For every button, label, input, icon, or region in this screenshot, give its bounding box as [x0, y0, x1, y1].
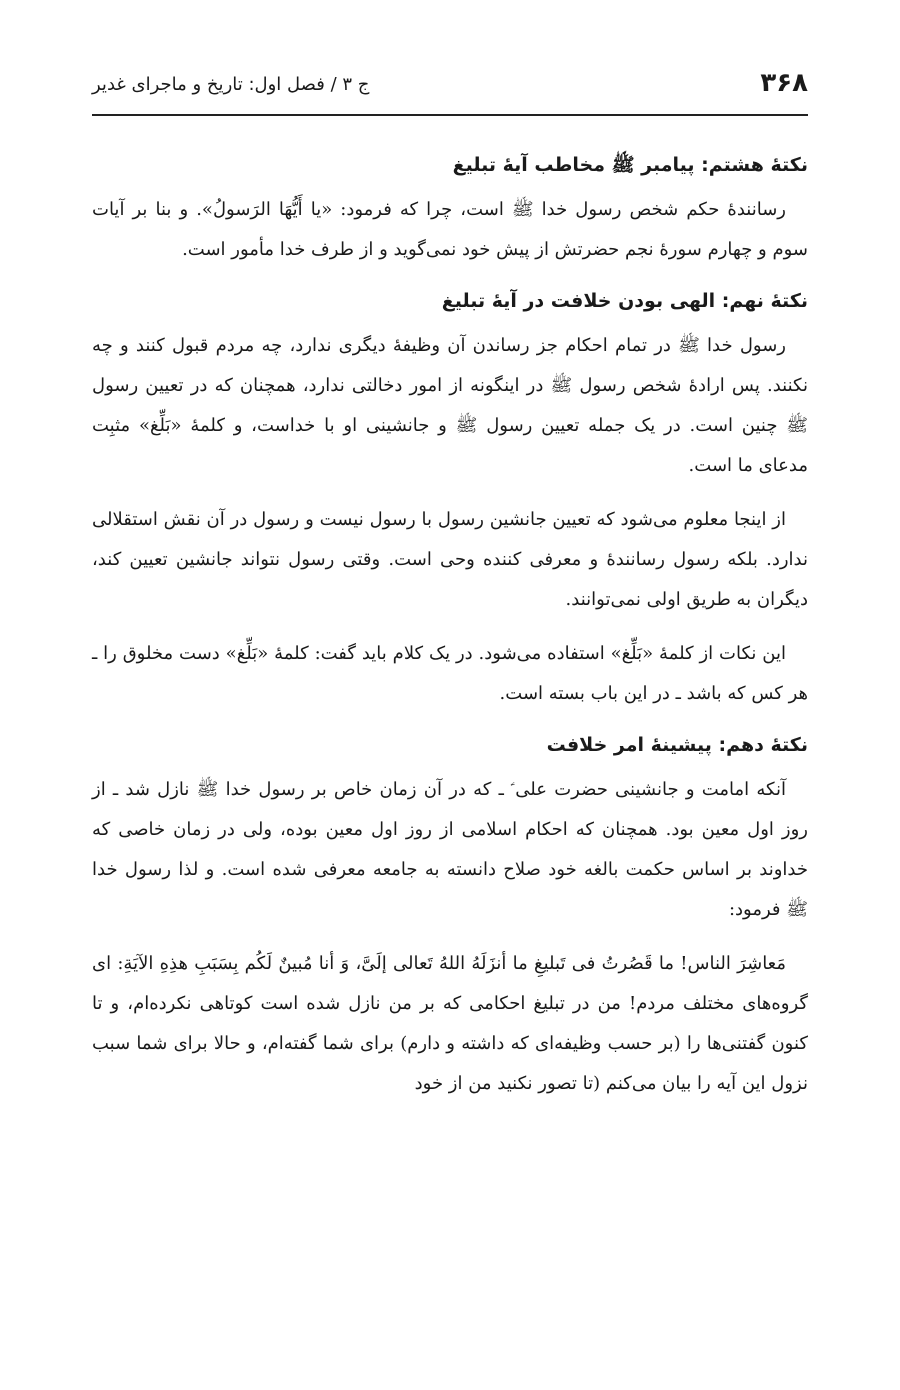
section-point-eight: [92, 148, 808, 270]
running-title: ج ۳ / فصل اول: تاریخ و ماجرای غدیر: [92, 74, 370, 95]
section-heading: نکتۀ هشتم: پیامبر ﷺ مخاطب آیۀ تبلیغ: [452, 154, 808, 176]
page-number: ۳۶۸: [760, 68, 808, 98]
section-point-nine: [92, 284, 808, 714]
paragraph: رسانندۀ حکم شخص رسول خدا ﷺ است، چرا که فرمود: «یا أَیُّهَا الرَسولُ». و بنا بر آیات سوم و چهارم سورۀ نجم حضرتش از پیش خود نمی‌گوید و از طرف خدا مأمور است.: [92, 199, 808, 260]
section-point-ten: [92, 728, 808, 1104]
paragraph: رسول خدا ﷺ در تمام احکام جز رساندن آن وظیفۀ دیگری ندارد، چه مردم قبول کنند و چه نکنند. پس ارادۀ شخص رسول ﷺ در اینگونه از امور دخالتی ندارد، همچنان که در تعیین رسول ﷺ چنین است. در یک جمله تعیین رسول ﷺ و جانشینی او با خداست، و کلمۀ «بَلِّغ» مثبِت مدعای ما است.: [92, 335, 808, 476]
paragraph: این نکات از کلمۀ «بَلِّغ» استفاده می‌شود. در یک کلام باید گفت: کلمۀ «بَلِّغ» دست مخلوق را ـ هر کس که باشد ـ در این باب بسته است.: [92, 643, 808, 704]
hadith-quote-paragraph: مَعاشِرَ الناس! ما قَصُرتُ فی تَبلیغِ ما أنزَلَهُ اللهُ تَعالی إلَیَّ، وَ أنا مُبینٌ لَکُم بِسَبَبِ هذِهِ الآیَةِ: ای گروه‌های مختلف مردم! من در تبلیغ احکامی که بر من نازل شده است کوتاهی نکرده‌ام، و تا کنون گفتنی‌ها را (بر حسب وظیفه‌ای که داشته و دارم) برای شما گفته‌ام، و حالا برای شما سبب نزول این آیه را بیان می‌کنم (تا تصور نکنید من از خود: [92, 953, 808, 1094]
section-heading: نکتۀ نهم: الهی بودن خلافت در آیۀ تبلیغ: [441, 290, 808, 312]
section-heading: نکتۀ دهم: پیشینۀ امر خلافت: [546, 734, 808, 756]
page-body: [92, 138, 808, 1118]
paragraph: آنکه امامت و جانشینی حضرت علی ؑ ـ که در آن زمان خاص بر رسول خدا ﷺ نازل شد ـ از روز اول معین بود. همچنان که احکام اسلامی از روز اول معین بوده، ولی در زمان خاصی که خداوند بر اساس حکمت بالغه خود صلاح دانسته به جامعه معرفی شده است. و لذا رسول خدا ﷺ فرمود:: [92, 779, 808, 920]
paragraph: از اینجا معلوم می‌شود که تعیین جانشین رسول با رسول نیست و رسول در آن نقش استقلالی ندارد. بلکه رسول رسانندۀ و معرفی کننده وحی است. وقتی رسول نتواند جانشین تعیین کند، دیگران به طریق اولی نمی‌توانند.: [92, 509, 808, 610]
page-header: [92, 62, 808, 116]
